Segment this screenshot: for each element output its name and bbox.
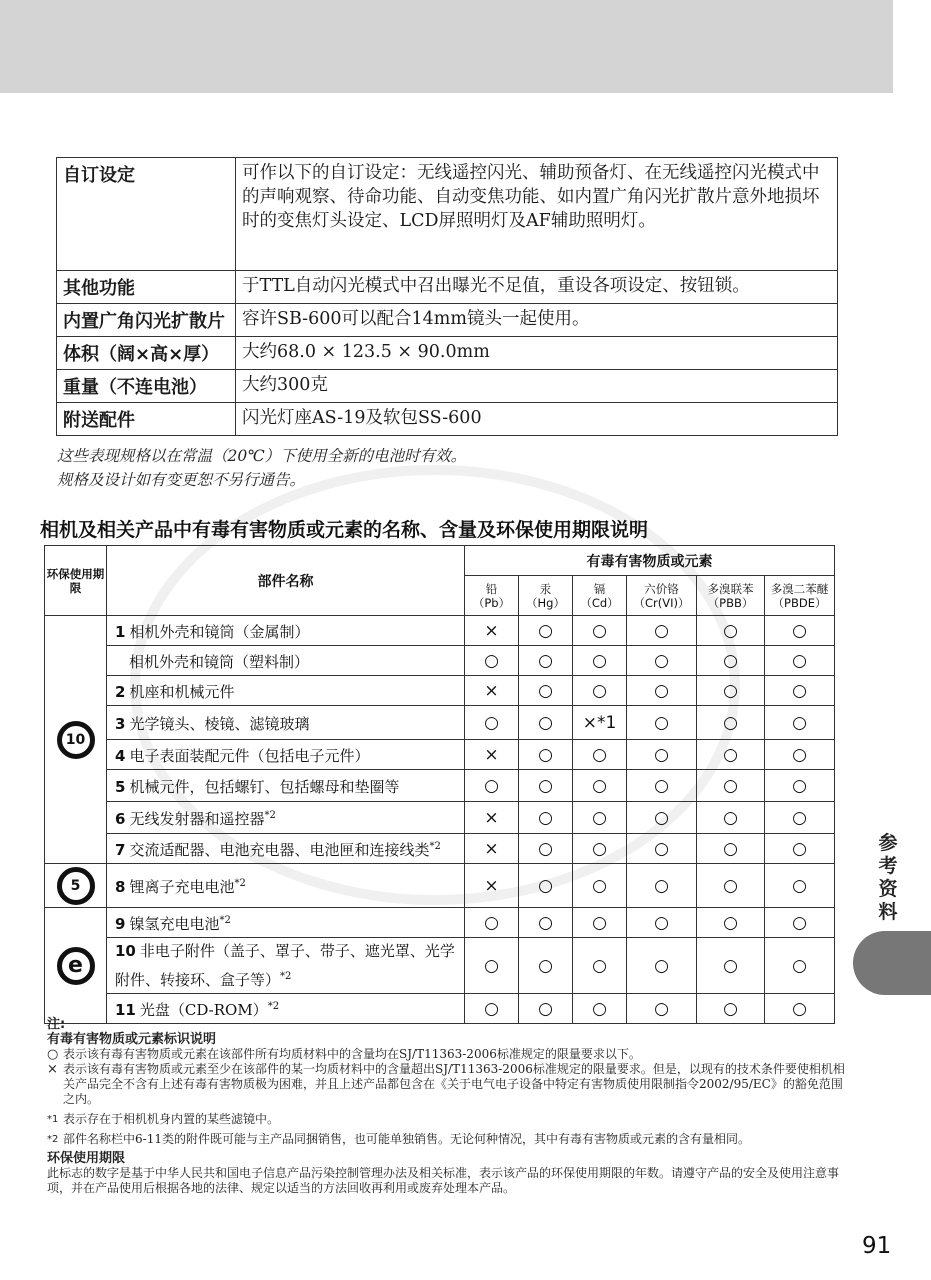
mark-cell: ○	[465, 938, 519, 994]
substance-name: 多溴联苯	[707, 581, 754, 596]
mark-cell: ○	[519, 676, 573, 706]
part-name-cell	[107, 864, 465, 908]
col-group-header: 有毒有害物质或元素	[465, 546, 835, 576]
part-number: 7	[115, 841, 126, 859]
section-title: 相机及相关产品中有毒有害物质或元素的名称、含量及环保使用期限说明	[40, 519, 649, 541]
part-name-cell	[107, 676, 465, 706]
table-row	[45, 740, 835, 770]
spec-table	[56, 157, 838, 436]
spec-key: 自订设定	[57, 158, 236, 271]
mark-cell: ○	[697, 994, 765, 1024]
hazard-table	[44, 545, 835, 1024]
footnote-1	[47, 1112, 847, 1127]
mark-cell: ○	[465, 706, 519, 740]
spec-value: 可作以下的自订设定：无线遥控闪光、辅助预备灯、在无线遥控闪光模式中的声响观察、待命功能、自动变焦功能、如内置广角闪光扩散片意外地损坏时的变焦灯头设定、LCD屏照明灯及AF辅助照明灯。	[236, 158, 838, 271]
substance-symbol: （Cr(VI)）	[633, 595, 690, 610]
footnote-2-text: 部件名称栏中6-11类的附件既可能与主产品同捆销售，也可能单独销售。无论何种情况，其中有毒有害物质或元素的含有量相同。	[63, 1132, 750, 1146]
mark-cell: ×	[465, 864, 519, 908]
mark-cell: ○	[519, 646, 573, 676]
mark-cell: ○	[519, 994, 573, 1024]
part-name: 无线发射器和遥控器	[129, 810, 265, 828]
mark-cell: ○	[765, 770, 835, 802]
period-cell	[45, 616, 107, 864]
part-name: 交流适配器、电池充电器、电池匣和连接线类	[129, 841, 430, 859]
table-row	[45, 938, 835, 994]
mark-cell: ○	[519, 770, 573, 802]
mark-cell: ○	[519, 908, 573, 938]
substance-symbol: （Hg）	[526, 595, 565, 610]
table-row	[45, 616, 835, 646]
part-name-cell	[107, 908, 465, 938]
mark-cell: ○	[765, 676, 835, 706]
mark-cell: ○	[573, 864, 627, 908]
mark-cell: ○	[465, 770, 519, 802]
mark-cell: ○	[697, 646, 765, 676]
mark-cell: ○	[765, 740, 835, 770]
mark-cell: ○	[573, 616, 627, 646]
mark-cell: ○	[519, 938, 573, 994]
spec-value: 大约300克	[236, 370, 838, 403]
part-number: 9	[115, 915, 126, 933]
substance-header	[465, 576, 519, 616]
period-title: 环保使用期限	[47, 1151, 126, 1166]
env-period-icon: 10	[57, 721, 95, 759]
part-footnote: *2	[280, 971, 292, 982]
mark-cell: ○	[519, 834, 573, 864]
mark-cell: ○	[697, 770, 765, 802]
part-name: 镍氢充电电池	[129, 915, 220, 933]
table-row	[45, 908, 835, 938]
substance-symbol: （Cd）	[580, 595, 619, 610]
mark-cell: ○	[519, 864, 573, 908]
mark-cell: ○	[519, 802, 573, 834]
spec-key: 重量（不连电池）	[57, 370, 236, 403]
col-period-header: 环保使用期限	[45, 546, 107, 616]
spec-note: 这些表现规格以在常温（20℃）下使用全新的电池时有效。	[57, 447, 467, 465]
legend-circle-text: 表示该有毒有害物质或元素在该部件所有均质材料中的含量均在SJ/T11363-2006标准规定的限量要求以下。	[63, 1047, 641, 1061]
part-name-cell	[107, 706, 465, 740]
substance-header	[697, 576, 765, 616]
substance-name: 多溴二苯醚	[770, 581, 829, 596]
mark-cell: ○	[765, 706, 835, 740]
spec-row	[57, 271, 838, 304]
part-name: 锂离子充电电池	[129, 878, 235, 896]
substance-symbol: （PBB）	[707, 595, 754, 610]
mark-cell: ○	[697, 908, 765, 938]
part-number: 1	[115, 623, 126, 641]
part-name-cell	[107, 834, 465, 864]
side-tab	[853, 931, 931, 995]
part-name-cell	[107, 616, 465, 646]
mark-cell: ×	[465, 834, 519, 864]
mark-cell: ○	[765, 864, 835, 908]
part-name: 非电子附件（盖子、罩子、带子、遮光罩、光学附件、转接环、盒子等）	[115, 942, 455, 989]
spec-key: 其他功能	[57, 271, 236, 304]
period-cell	[45, 864, 107, 908]
mark-cell: ○	[465, 908, 519, 938]
env-period-icon: 5	[57, 867, 95, 905]
part-footnote: *2	[267, 1001, 280, 1012]
mark-cell: ×	[465, 740, 519, 770]
part-name-cell	[107, 802, 465, 834]
table-row	[45, 770, 835, 802]
mark-cell: ○	[465, 646, 519, 676]
spec-row	[57, 370, 838, 403]
mark-cell: ×	[465, 802, 519, 834]
spec-key: 附送配件	[57, 403, 236, 436]
part-name-cell	[107, 646, 465, 676]
part-name: 机座和机械元件	[129, 683, 235, 701]
part-footnote: *2	[264, 810, 276, 821]
part-number: 2	[115, 683, 126, 701]
part-number: 11	[115, 1001, 136, 1019]
mark-cell: ○	[765, 802, 835, 834]
mark-cell: ○	[765, 994, 835, 1024]
mark-cell: ○	[697, 706, 765, 740]
legend-cross-text: 表示该有毒有害物质或元素至少在该部件的某一均质材料中的含量超出SJ/T11363-2006标准规定的限量要求。但是，以现有的技术条件要使相机相关产品完全不含有上述有毒有害物质极为困难，并且上述产品都包含在《关于电气电子设备中特定有害物质使用限制指令2002/95/EC》的豁免范围之内。	[63, 1062, 845, 1106]
part-footnote: *2	[219, 915, 231, 926]
mark-cell: ○	[627, 908, 697, 938]
spec-row	[57, 304, 838, 337]
substance-name: 六价铬	[644, 581, 679, 596]
footnote-2	[47, 1132, 847, 1147]
mark-cell: ×	[465, 676, 519, 706]
spec-value: 于TTL自动闪光模式中召出曝光不足值，重设各项设定、按钮锁。	[236, 271, 838, 304]
mark-cell: ○	[765, 834, 835, 864]
mark-cell: ○	[627, 864, 697, 908]
table-row	[45, 834, 835, 864]
substance-name: 汞	[539, 581, 552, 596]
page-number: 91	[862, 1233, 892, 1259]
table-row	[45, 676, 835, 706]
mark-cell: ○	[627, 770, 697, 802]
circle-symbol: ○	[47, 1047, 59, 1062]
notes-block	[47, 1017, 847, 1196]
substance-header	[519, 576, 573, 616]
substance-header	[765, 576, 835, 616]
mark-cell: ○	[573, 834, 627, 864]
spec-value: 闪光灯座AS-19及软包SS-600	[236, 403, 838, 436]
mark-cell: ○	[519, 616, 573, 646]
mark-cell: ×	[465, 616, 519, 646]
part-name: 光学镜头、棱镜、滤镜玻璃	[129, 715, 310, 733]
legend-cross	[47, 1062, 847, 1107]
mark-cell: ○	[519, 706, 573, 740]
part-name-cell	[107, 740, 465, 770]
mark-cell: ○	[465, 994, 519, 1024]
mark-cell: ○	[697, 740, 765, 770]
part-name: 相机外壳和镜筒（塑料制）	[129, 653, 310, 671]
part-name: 电子表面装配元件（包括电子元件）	[129, 747, 370, 765]
part-name-cell	[107, 938, 465, 994]
table-row	[45, 802, 835, 834]
mark-cell: ○	[765, 908, 835, 938]
mark-cell: ○	[627, 676, 697, 706]
mark-cell: ○	[627, 834, 697, 864]
spec-key: 内置广角闪光扩散片	[57, 304, 236, 337]
mark-cell: ○	[697, 802, 765, 834]
mark-cell: ○	[697, 676, 765, 706]
part-number: 6	[115, 810, 126, 828]
spec-note: 规格及设计如有变更恕不另行通告。	[57, 471, 306, 489]
mark-cell: ○	[519, 740, 573, 770]
table-row	[45, 864, 835, 908]
mark-cell: ○	[697, 938, 765, 994]
mark-cell: ○	[697, 834, 765, 864]
mark-cell: ○	[765, 646, 835, 676]
header-band	[0, 0, 893, 93]
mark-cell: ○	[573, 646, 627, 676]
substance-name: 铅	[485, 581, 498, 596]
part-number: 10	[115, 942, 136, 960]
part-name: 相机外壳和镜筒（金属制）	[129, 623, 310, 641]
mark-cell: ○	[573, 994, 627, 1024]
mark-cell: ○	[627, 994, 697, 1024]
period-cell	[45, 908, 107, 1024]
mark-cell: ○	[627, 646, 697, 676]
mark-cell: ×*1	[573, 706, 627, 740]
mark-cell: ○	[627, 706, 697, 740]
mark-cell: ○	[573, 770, 627, 802]
legend-circle	[47, 1047, 847, 1062]
mark-cell: ○	[627, 938, 697, 994]
spec-row	[57, 403, 838, 436]
part-footnote: *2	[234, 878, 246, 889]
mark-cell: ○	[573, 676, 627, 706]
substance-header	[573, 576, 627, 616]
spec-key: 体积（阔×高×厚）	[57, 337, 236, 370]
substance-header	[627, 576, 697, 616]
spec-value: 容许SB-600可以配合14mm镜头一起使用。	[236, 304, 838, 337]
period-text: 此标志的数字是基于中华人民共和国电子信息产品污染控制管理办法及相关标准，表示该产品的环保使用期限的年数。请遵守产品的安全及使用注意事项，并在产品使用后根据各地的法律、规定以适当的方法回收再利用或废弃处理本产品。	[47, 1166, 840, 1195]
mark-cell: ○	[697, 864, 765, 908]
mark-cell: ○	[765, 938, 835, 994]
part-number: 3	[115, 715, 126, 733]
table-row	[45, 646, 835, 676]
substance-symbol: （Pb）	[472, 595, 511, 610]
footnote-1-mark: *1	[47, 1114, 59, 1125]
cross-symbol: ×	[47, 1062, 58, 1077]
footnote-2-mark: *2	[47, 1134, 59, 1145]
side-tab-label: 参考资料	[878, 832, 898, 923]
part-number: 4	[115, 747, 126, 765]
mark-cell: ○	[573, 908, 627, 938]
mark-cell: ○	[627, 802, 697, 834]
substance-symbol: （PBDE）	[772, 595, 827, 610]
part-number: 5	[115, 778, 126, 796]
part-footnote: *2	[429, 841, 441, 852]
mark-cell: ○	[573, 740, 627, 770]
part-number: 8	[115, 878, 126, 896]
spec-value: 大约68.0 × 123.5 × 90.0mm	[236, 337, 838, 370]
spec-row	[57, 337, 838, 370]
spec-row	[57, 158, 838, 271]
part-name: 机械元件，包括螺钉、包括螺母和垫圈等	[129, 778, 400, 796]
mark-cell: ○	[573, 938, 627, 994]
part-name-cell	[107, 770, 465, 802]
substance-name: 镉	[593, 581, 606, 596]
mark-cell: ○	[697, 616, 765, 646]
col-part-header: 部件名称	[107, 546, 465, 616]
footnote-1-text: 表示存在于相机机身内置的某些滤镜中。	[63, 1112, 280, 1126]
mark-cell: ○	[573, 802, 627, 834]
mark-cell: ○	[627, 616, 697, 646]
mark-cell: ○	[627, 740, 697, 770]
env-period-icon: e	[57, 947, 95, 985]
notes-title: 注:	[47, 1017, 66, 1032]
table-row	[45, 706, 835, 740]
mark-cell: ○	[765, 616, 835, 646]
notes-subtitle: 有毒有害物质或元素标识说明	[47, 1032, 217, 1047]
part-name: 光盘（CD-ROM）	[139, 1001, 268, 1019]
